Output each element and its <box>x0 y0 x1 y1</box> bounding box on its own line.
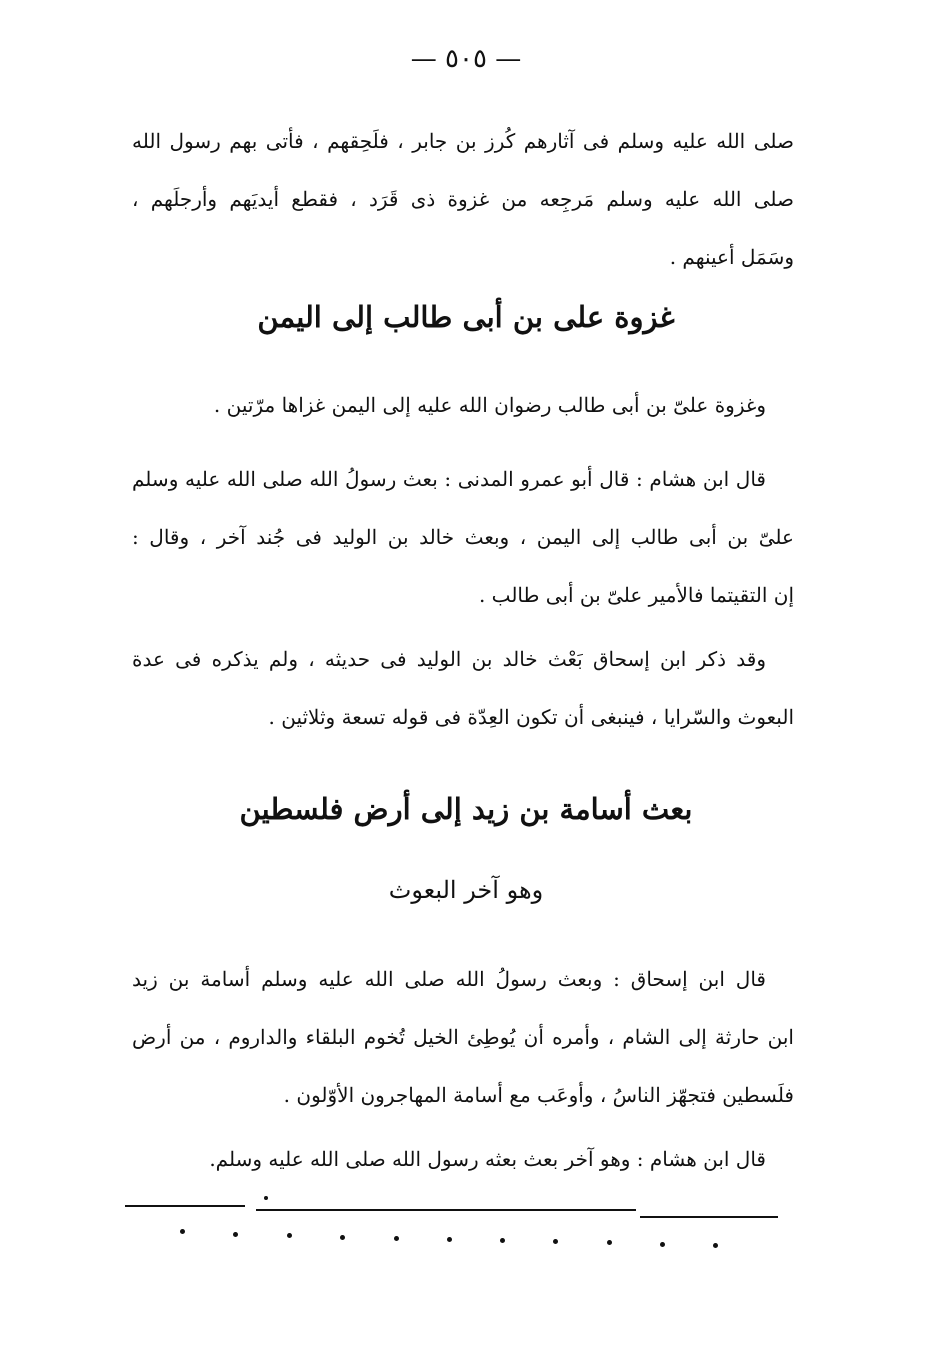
footer-rule-right <box>640 1216 778 1218</box>
footer-mark <box>264 1196 268 1200</box>
s1p2-line-2: علىّ بن أبى طالب إلى اليمن ، وبعث خالد بن الوليد فى جُند آخر ، وقال : <box>132 525 794 549</box>
s2p1-line-3: فلَسطين فتجهّز الناسُ ، وأوعَب مع أسامة المهاجرون الأوّلون . <box>283 1083 794 1107</box>
section-2-paragraph-1 <box>132 950 794 1124</box>
ornament-dot <box>447 1237 452 1242</box>
ornament-dot <box>287 1233 292 1238</box>
intro-line-2: صلى الله عليه وسلم مَرجِعه من غزوة ذى قَرَد ، فقطع أيديَهم وأرجلَهم ، <box>132 187 794 211</box>
section-2-subheading: وهو آخر البعوث <box>388 876 544 904</box>
ornament-dot <box>340 1235 345 1240</box>
footer-rule-left <box>125 1205 245 1207</box>
section-2-heading: بعث أسامة بن زيد إلى أرض فلسطين <box>239 792 693 826</box>
section-1-heading: غزوة على بن أبى طالب إلى اليمن <box>257 300 675 334</box>
section-1-paragraph-2 <box>132 450 794 624</box>
section-1-paragraph-1 <box>132 376 794 434</box>
section-2-paragraph-2 <box>132 1130 794 1188</box>
intro-line-3: وسَمَل أعينهم . <box>669 245 794 269</box>
s2p2-line-1: قال ابن هشام : وهو آخر بعث بعثه رسول الله صلى الله عليه وسلم. <box>209 1147 766 1171</box>
footer-rule-middle <box>256 1209 636 1211</box>
page-number: — ٥٠٥ — <box>410 44 522 74</box>
ornament-dot <box>233 1232 238 1237</box>
ornament-dot <box>500 1238 505 1243</box>
s1p3-line-2: البعوث والسّرايا ، فينبغى أن تكون العِدّة فى قوله تسعة وثلاثين . <box>268 705 794 729</box>
s2p1-line-2: ابن حارثة إلى الشام ، وأمره أن يُوطِئ الخيل تُخوم البلقاء والداروم ، من أرض <box>132 1025 794 1049</box>
ornament-dot <box>713 1243 718 1248</box>
s1p2-line-3: إن التقيتما فالأمير علىّ بن أبى طالب . <box>478 583 794 607</box>
ornament-dot <box>607 1240 612 1245</box>
intro-paragraph <box>132 112 794 286</box>
s1p1-line-1: وغزوة علىّ بن أبى طالب رضوان الله عليه إلى اليمن غزاها مرّتين . <box>213 393 766 417</box>
ornament-dot <box>553 1239 558 1244</box>
intro-line-1: صلى الله عليه وسلم فى آثارهم كُرز بن جابر ، فلَحِقهم ، فأتى بهم رسول الله <box>132 129 794 153</box>
section-1-paragraph-3 <box>132 630 794 746</box>
s2p1-line-1: قال ابن إسحاق : وبعث رسولُ الله صلى الله عليه وسلم أسامة بن زيد <box>132 967 766 991</box>
s1p2-line-1: قال ابن هشام : قال أبو عمرو المدنى : بعث رسولُ الله صلى الله عليه وسلم <box>132 467 766 491</box>
ornament-dot <box>180 1229 185 1234</box>
s1p3-line-1: وقد ذكر ابن إسحاق بَعْث خالد بن الوليد فى حديثه ، ولم يذكره فى عدة <box>132 647 766 671</box>
ornament-dot <box>660 1242 665 1247</box>
ornament-dot <box>394 1236 399 1241</box>
